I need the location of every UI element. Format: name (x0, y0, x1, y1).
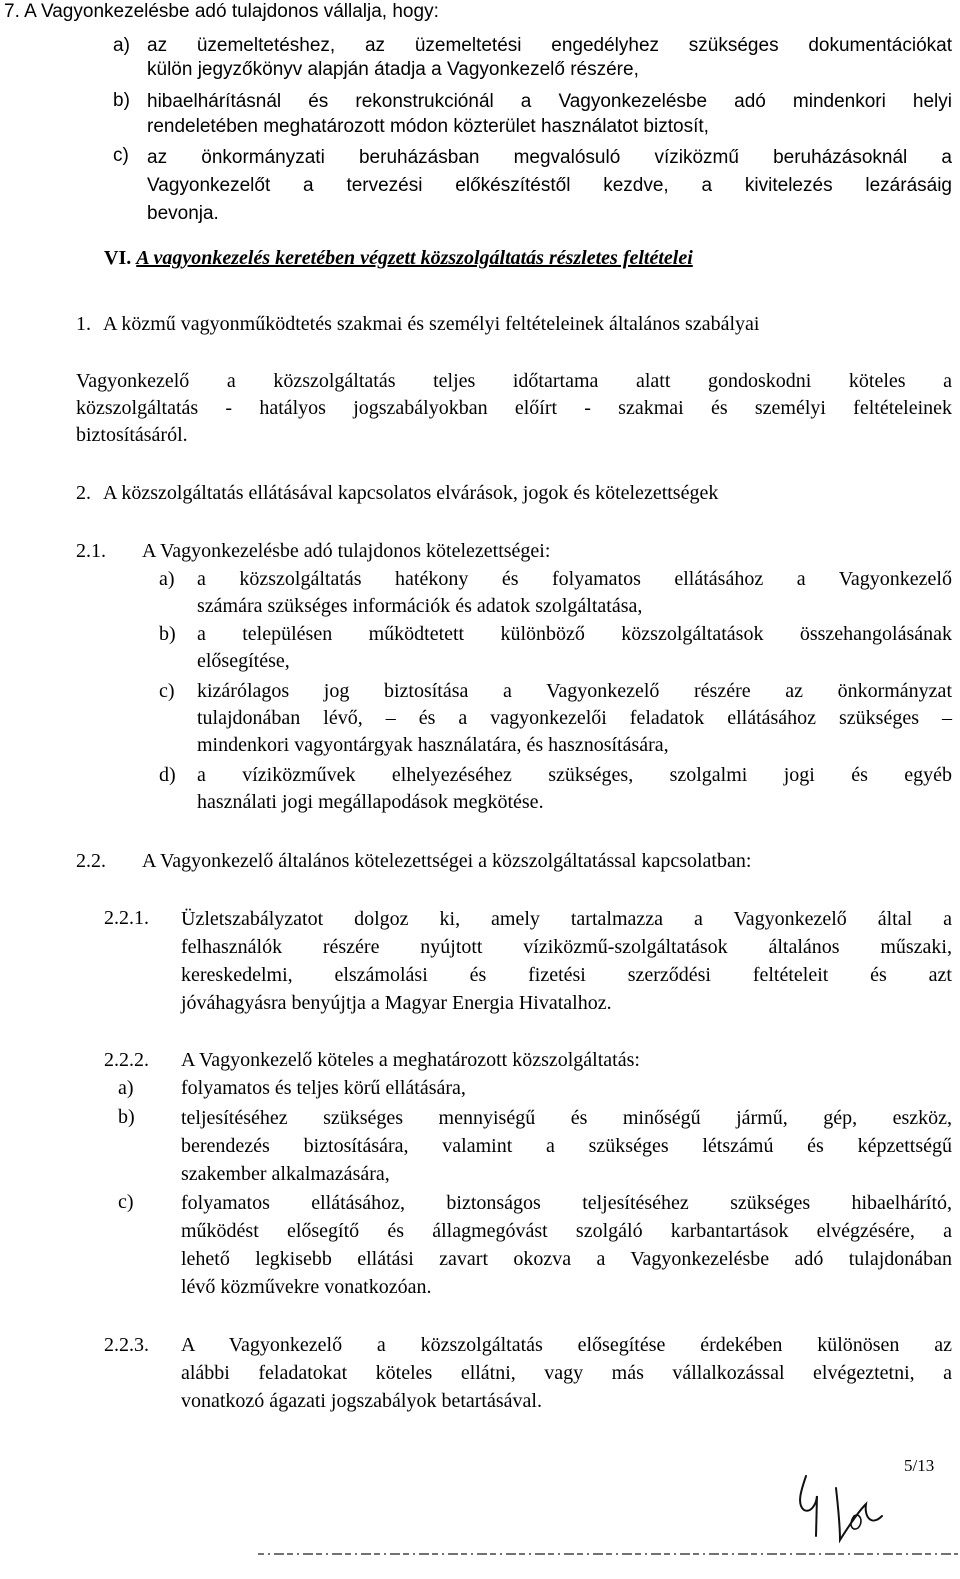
section-2-1-heading: A Vagyonkezelésbe adó tulajdonos kötelezettségei: (142, 540, 551, 562)
section-2-2-1-paragraph: Üzletszabályzatot dolgoz ki, amely tartalmazza a Vagyonkezelő által a felhasználók részére nyújtott víziközmű-szolgáltatások általános műszaki, kereskedelmi, elszámolási és fizetési szerződési feltételeit és azt jóváhagyásra benyújtja a Magyar Energia Hivatalhoz. (181, 908, 952, 1014)
section-7-item-a: az üzemeltetéshez, az üzemeltetési engedélyhez szükséges dokumentációkat külön jegyzőkönyv alapján átadja a Vagyonkezelő részére, (147, 35, 952, 80)
chapter-vi-title: A vagyonkezelés keretében végzett közszolgáltatás részletes feltételei (136, 247, 693, 269)
section-2-1-item-c-marker: c) (159, 680, 175, 702)
section-7-item-b-marker: b) (113, 90, 130, 111)
section-7-item-b: hibaelhárításnál és rekonstrukciónál a Vagyonkezelésbe adó mindenkori helyi rendeletében meghatározott módon közterület használatot biztosít, (147, 91, 952, 137)
section-2-2-2-number: 2.2.2. (104, 1049, 149, 1071)
section-7-item-a-marker: a) (113, 35, 130, 56)
section-2-1-item-d-marker: d) (159, 764, 176, 786)
section-2-1-item-c: kizárólagos jog biztosítása a Vagyonkezelő részére az önkormányzat tulajdonában lévő, – és a vagyonkezelői feladatok ellátásához szükséges – mindenkori vagyontárgyak használatára, és hasznosítására, (197, 680, 952, 756)
section-2-1-item-a: a közszolgáltatás hatékony és folyamatos ellátásához a Vagyonkezelő számára szükséges információk és adatok szolgáltatása, (197, 568, 952, 617)
handwritten-initials-signature (780, 1466, 910, 1546)
section-7-item-c: az önkormányzati beruházásban megvalósuló víziközmű beruházásoknál a Vagyonkezelőt a tervezési előkészítéstől kezdve, a kivitelezés lezárásáig bevonja. (147, 147, 952, 224)
section-2-2-1-number: 2.2.1. (104, 907, 149, 929)
section-2-1-item-b-marker: b) (159, 623, 176, 645)
section-2-2-2-item-c-marker: c) (118, 1191, 134, 1213)
footer-dotted-line (258, 1551, 958, 1557)
section-2-2-2-item-b-marker: b) (118, 1106, 135, 1128)
section-1-heading: A közmű vagyonműködtetés szakmai és személyi feltételeinek általános szabályai (103, 313, 760, 335)
section-2-1-item-d: a víziközművek elhelyezéséhez szükséges, szolgalmi jogi és egyéb használati jogi megállapodások megkötése. (197, 764, 952, 813)
section-2-1-item-a-marker: a) (159, 568, 175, 590)
section-2-2-number: 2.2. (76, 850, 106, 872)
section-2-2-3-paragraph: A Vagyonkezelő a közszolgáltatás elősegítése érdekében különösen az alábbi feladatokat köteles ellátni, vagy más vállalkozással elvégeztetni, a vonatkozó ágazati jogszabályok betartásával. (181, 1334, 952, 1412)
section-7-item-c-marker: c) (113, 145, 129, 166)
section-2-heading: A közszolgáltatás ellátásával kapcsolatos elvárások, jogok és kötelezettségek (103, 482, 719, 504)
section-2-1-number: 2.1. (76, 540, 106, 562)
section-2-2-2-item-c: folyamatos ellátásához, biztonságos teljesítéséhez szükséges hibaelhárító, működést elősegítő és állagmegóvást szolgáló karbantartások elvégzésére, a lehető legkisebb ellátási zavart okozva a Vagyonkezelésbe adó tulajdonában lévő közművekre vonatkozóan. (181, 1192, 952, 1298)
section-2-1-item-b: a településen működtetett különböző közszolgáltatások összehangolásának elősegítése, (197, 623, 952, 672)
section-2-2-heading: A Vagyonkezelő általános kötelezettségei a közszolgáltatással kapcsolatban: (142, 850, 752, 872)
page-number: 5/13 (904, 1456, 935, 1475)
chapter-vi-heading (104, 245, 693, 271)
section-2-2-2-item-a: folyamatos és teljes körű ellátására, (181, 1077, 466, 1099)
section-2-2-2-heading: A Vagyonkezelő köteles a meghatározott közszolgáltatás: (181, 1049, 640, 1071)
section-2-2-2-item-a-marker: a) (118, 1077, 134, 1099)
section-7-title-text: 7. A Vagyonkezelésbe adó tulajdonos vállalja, hogy: (4, 1, 439, 22)
section-2-2-2-item-b: teljesítéséhez szükséges mennyiségű és minőségű jármű, gép, eszköz, berendezés biztosítására, valamint a szükséges létszámú és képzettségű szakember alkalmazására, (181, 1107, 952, 1185)
section-1-number: 1. (76, 313, 91, 335)
section-2-number: 2. (76, 482, 91, 504)
chapter-vi-number: VI. (104, 247, 132, 269)
section-2-2-3-number: 2.2.3. (104, 1334, 149, 1356)
section-1-paragraph: Vagyonkezelő a közszolgáltatás teljes időtartama alatt gondoskodni köteles a közszolgáltatás - hatályos jogszabályokban előírt - szakmai és személyi feltételeinek biztosításáról. (76, 370, 952, 446)
section-7-title (4, 0, 439, 24)
